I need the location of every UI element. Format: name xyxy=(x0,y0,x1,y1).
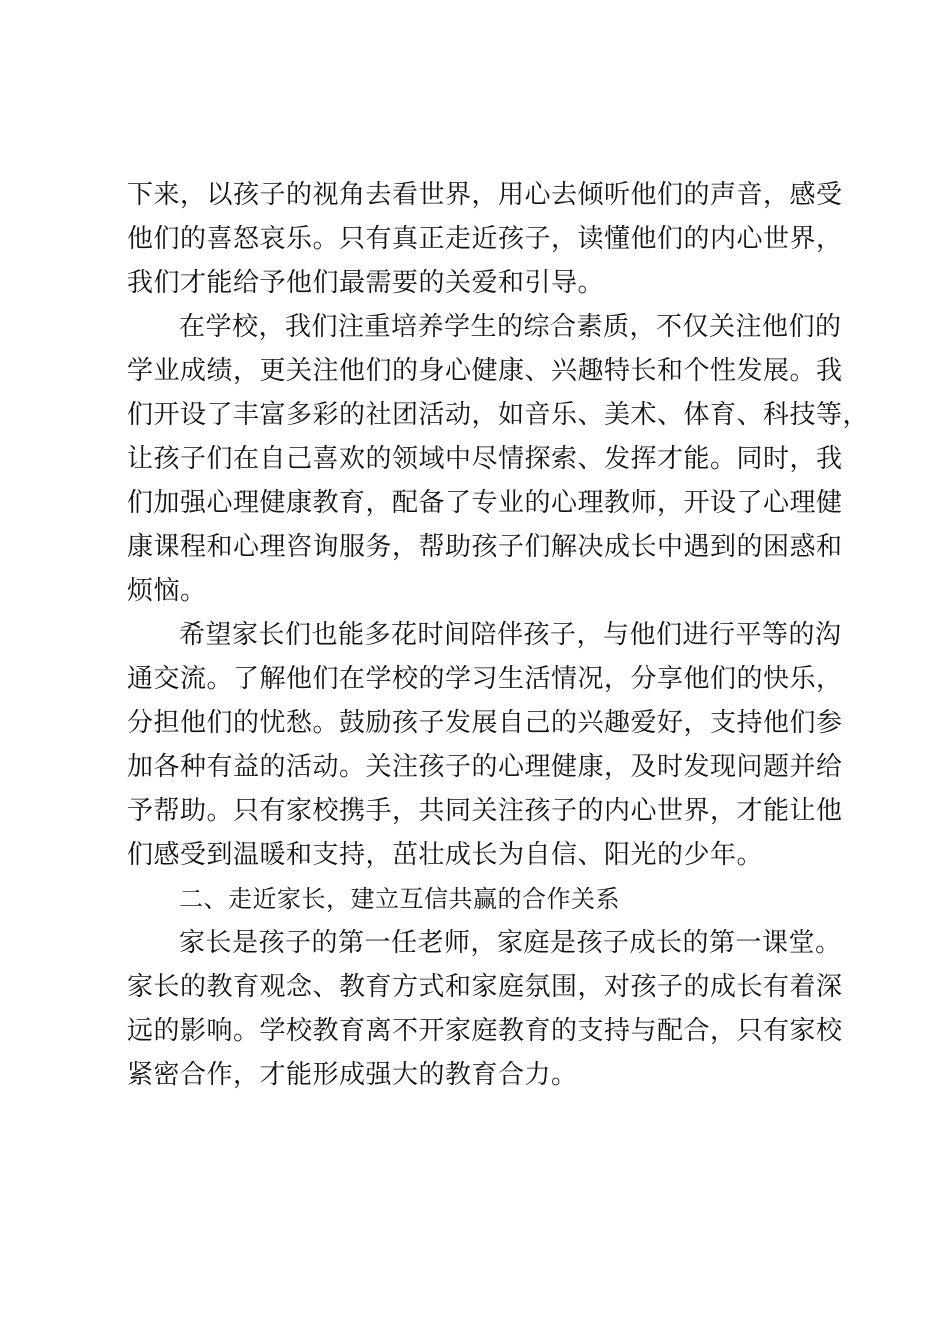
text-line: 紧密合作，才能形成强大的教育合力。 xyxy=(127,1060,578,1090)
text-line: 们加强心理健康教育，配备了专业的心理教师，开设了心理健 xyxy=(127,488,843,518)
section-heading: 二、走近家长，建立互信共赢的合作关系 xyxy=(179,885,620,913)
text-line: 们感受到温暖和支持，茁壮成长为自信、阳光的少年。 xyxy=(127,840,764,870)
text-line: 他们的喜怒哀乐。只有真正走近孩子，读懂他们的内心世界， xyxy=(127,224,843,254)
text-line: 学业成绩，更关注他们的身心健康、兴趣特长和个性发展。我 xyxy=(127,356,843,386)
text-line: 下来，以孩子的视角去看世界，用心去倾听他们的声音，感受 xyxy=(127,180,843,210)
section-heading-2 xyxy=(127,877,847,921)
text-line: 康课程和心理咨询服务，帮助孩子们解决成长中遇到的困惑和 xyxy=(127,532,843,562)
text-line: 在学校，我们注重培养学生的综合素质，不仅关注他们的 xyxy=(179,312,842,342)
text-line: 让孩子们在自己喜欢的领域中尽情探索、发挥才能。同时，我 xyxy=(127,444,843,474)
text-line: 加各种有益的活动。关注孩子的心理健康，及时发现问题并给 xyxy=(127,752,843,782)
paragraph-4 xyxy=(127,921,847,1097)
text-line: 烦恼。 xyxy=(127,576,207,606)
text-line: 我们才能给予他们最需要的关爱和引导。 xyxy=(127,268,605,298)
text-line: 通交流。了解他们在学校的学习生活情况，分享他们的快乐， xyxy=(127,664,843,694)
paragraph-2 xyxy=(127,305,870,613)
paragraph-1 xyxy=(127,173,847,305)
text-line: 家长的教育观念、教育方式和家庭氛围，对孩子的成长有着深 xyxy=(127,972,843,1002)
text-line: 远的影响。学校教育离不开家庭教育的支持与配合，只有家校 xyxy=(127,1016,843,1046)
document-body xyxy=(127,173,870,1097)
text-line: 希望家长们也能多花时间陪伴孩子，与他们进行平等的沟 xyxy=(179,620,842,650)
text-line: 们开设了丰富多彩的社团活动，如音乐、美术、体育、科技等， xyxy=(127,400,870,430)
text-line: 家长是孩子的第一任老师，家庭是孩子成长的第一课堂。 xyxy=(179,928,842,958)
text-line: 分担他们的忧愁。鼓励孩子发展自己的兴趣爱好，支持他们参 xyxy=(127,708,843,738)
text-line: 予帮助。只有家校携手，共同关注孩子的内心世界，才能让他 xyxy=(127,796,843,826)
paragraph-3 xyxy=(127,613,847,877)
